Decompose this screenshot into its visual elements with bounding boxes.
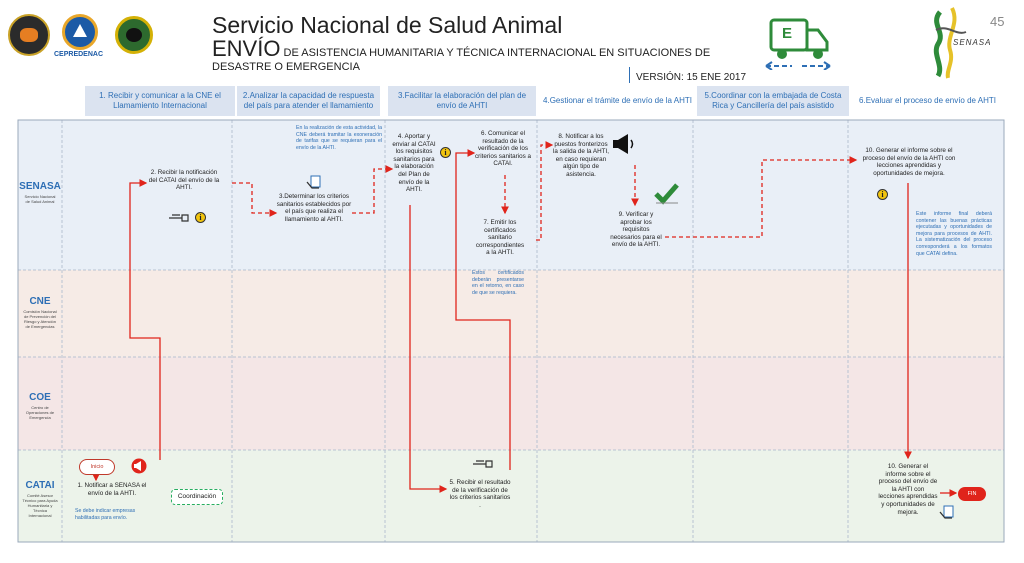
column-header-1: 1. Recibir y comunicar a la CNE el Llamamiento Internacional: [85, 86, 235, 116]
hand-pointer-icon: [168, 212, 190, 224]
step-7-issue-certificates: 7. Emitir los certificados sanitario correspondientes a la AHTI.: [475, 219, 525, 257]
checkmark-icon: [654, 182, 680, 206]
coordination-box: Coordinación: [171, 489, 223, 505]
column-header-4: 4.Gestionar el trámite de envío de la AHTI: [543, 96, 692, 105]
column-header-2: 2.Analizar la capacidad de respuesta del país para atender el llamamiento: [237, 86, 380, 116]
page-number: 45: [990, 14, 1005, 29]
end-badge: FIN: [958, 487, 986, 501]
truck-letter: E: [782, 25, 793, 42]
note-enabled-companies: Se debe indicar empresas habilitadas para envío.: [75, 508, 136, 521]
step-1-notify-senasa: 1. Notificar a SENASA el envío de la AHTI.: [77, 482, 147, 497]
note-tariff-exemption: En la realización de esta actividad, la CNE deberá tramitar la exoneración de tarifas que se requieran para el envío de la AHTI.: [296, 125, 382, 151]
megaphone-icon: [610, 132, 636, 156]
hand-pointer-icon: [472, 458, 494, 470]
column-header-3: 3.Facilitar la elaboración del plan de envío de AHTI: [388, 86, 536, 116]
page-title: Servicio Nacional de Salud Animal: [212, 12, 563, 38]
lane-name-cne: CNE: [29, 296, 51, 307]
column-header-5: 5.Coordinar con la embajada de Costa Rica y Cancillería del país asistido: [697, 86, 849, 116]
note-certificates-return: Estos certificados deberán presentarse en el retorno, en caso de que se requiera.: [472, 270, 524, 296]
lane-name-coe: COE: [29, 392, 51, 403]
info-icon: i: [195, 212, 206, 223]
step-10-generate-report-catai: 10. Generar el informe sobre el proceso del envío de la AHTI con lecciones aprendidas y oportunidades de mejora.: [878, 463, 938, 516]
subtitle-envio: ENVÍO: [212, 36, 281, 61]
hand-card-icon: [938, 504, 956, 522]
hand-card-icon: [305, 174, 323, 192]
step-9-verify-requirements: 9. Verificar y aprobar los requisitos necesarios para el envío de la AHTI.: [610, 211, 662, 249]
version-label: VERSIÓN: 15 ENE 2017: [636, 72, 747, 83]
lane-name-senasa: SENASA: [19, 181, 61, 192]
megaphone-icon: [130, 458, 148, 474]
lane-desc-catai: Comité Asesor Técnico para Ayuda Humanitaria y Técnica Internacional: [22, 493, 58, 518]
step-6-communicate-result: 6. Comunicar el resultado de la verificación de los criterios sanitarios a CATAI.: [475, 130, 531, 168]
column-header-6: 6.Evaluar el proceso de envío de AHTI: [859, 96, 996, 105]
note-final-report: Este informe final deberá contener las buenas prácticas ejecutadas y oportunidades de mejora para procesos de AHTI. La sistematización del proceso corresponderá a los formatos que CATAI defina.: [916, 211, 992, 257]
start-badge: Inicio: [79, 459, 115, 475]
info-icon: i: [877, 189, 888, 200]
lane-desc-coe: Centro de Operaciones de Emergencia: [25, 405, 55, 420]
lane-desc-senasa: Servicio Nacional de Salud Animal: [24, 194, 56, 204]
step-4-send-requirements: 4. Aportar y enviar al CATAI los requisitos sanitarios para la elaboración del Plan de envío de la AHTI.: [392, 133, 436, 194]
cepredenac-label: CEPREDENAC: [54, 51, 104, 58]
senasa-logo-text: SENASA: [953, 38, 992, 47]
lane-desc-cne: Comisión Nacional de Prevención del Riesgo y Atención de Emergencias: [23, 309, 57, 329]
step-5-receive-result: 5. Recibir el resultado de la verificación de los criterios sanitarios .: [449, 479, 511, 509]
subtitle-rest: DE ASISTENCIA HUMANITARIA Y TÉCNICA INTERNACIONAL EN SITUACIONES DE DESASTRE O EMERGENCIA: [212, 47, 711, 73]
info-icon: i: [440, 147, 451, 158]
step-8-notify-border-posts: 8. Notificar a los puestos fronterizos la salida de la AHTI, en caso requieran algún tipo de asistencia.: [552, 133, 609, 178]
step-10-generate-report-senasa: 10. Generar el informe sobre el proceso del envío de la AHTI con lecciones aprendidas y oportunidades de mejora.: [862, 147, 956, 177]
step-3-determine-criteria: 3.Determinar los criterios sanitarios establecidos por el país que realiza el llamamiento al AHTI.: [276, 193, 352, 223]
lane-name-catai: CATAI: [25, 480, 55, 491]
step-2-receive-notification: 2. Recibir la notificación del CATAI del envío de la AHTI.: [148, 169, 220, 192]
